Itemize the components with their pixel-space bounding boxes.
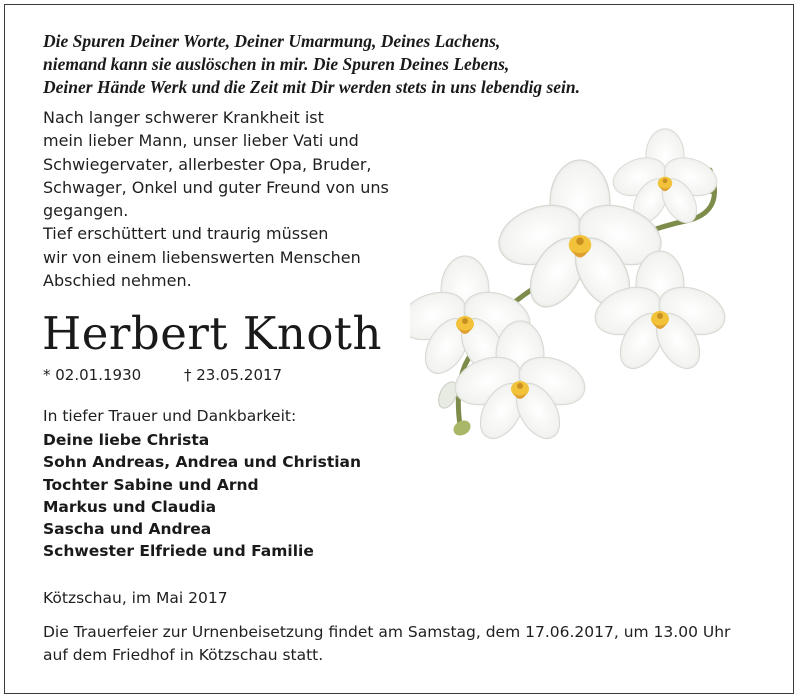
mourner-entry: Tochter Sabine und Arnd [43, 475, 259, 494]
funeral-line: auf dem Friedhof in Kötzschau statt. [43, 645, 324, 664]
orchid-image [410, 110, 750, 440]
intro-line: Tief erschüttert und traurig müssen [43, 224, 329, 244]
motto-verse [43, 30, 763, 99]
motto-line: Deiner Hände Werk und die Zeit mit Dir werden stets in uns lebendig sein. [43, 77, 581, 97]
mourners-heading: In tiefer Trauer und Dankbarkeit: [43, 407, 297, 425]
intro-line: gegangen. [43, 201, 129, 221]
place-date: Kötzschau, im Mai 2017 [43, 589, 228, 607]
intro-line: mein lieber Mann, unser lieber Vati und [43, 131, 359, 151]
intro-line: Schwiegervater, allerbester Opa, Bruder, [43, 154, 372, 174]
mourners-list [43, 429, 361, 563]
mourner-entry: Sascha und Andrea [43, 520, 212, 539]
intro-line: Schwager, Onkel und guter Freund von uns [43, 177, 389, 197]
birth-date: * 02.01.1930 [43, 366, 142, 384]
intro-line: wir von einem liebenswerten Menschen [43, 247, 361, 267]
deceased-name: Herbert Knoth [42, 307, 382, 360]
intro-line: Nach langer schwerer Krankheit ist [43, 108, 324, 127]
motto-line: niemand kann sie auslöschen in mir. Die Spuren Deines Lebens, [43, 54, 510, 74]
mourner-entry: Sohn Andreas, Andrea und Christian [43, 453, 362, 472]
mourner-entry: Markus und Claudia [43, 497, 217, 516]
mourner-entry: Deine liebe Christa [43, 431, 210, 449]
intro-line: Abschied nehmen. [43, 271, 192, 291]
funeral-info [43, 621, 783, 666]
death-date: † 23.05.2017 [183, 366, 283, 384]
life-dates [43, 365, 282, 385]
motto-line: Die Spuren Deiner Worte, Deiner Umarmung, Deines Lachens, [43, 31, 501, 51]
funeral-line: Die Trauerfeier zur Urnenbeisetzung findet am Samstag, dem 17.06.2017, um 13.00 Uhr [43, 623, 731, 641]
intro-text [43, 106, 423, 292]
mourner-entry: Schwester Elfriede und Familie [43, 542, 314, 561]
